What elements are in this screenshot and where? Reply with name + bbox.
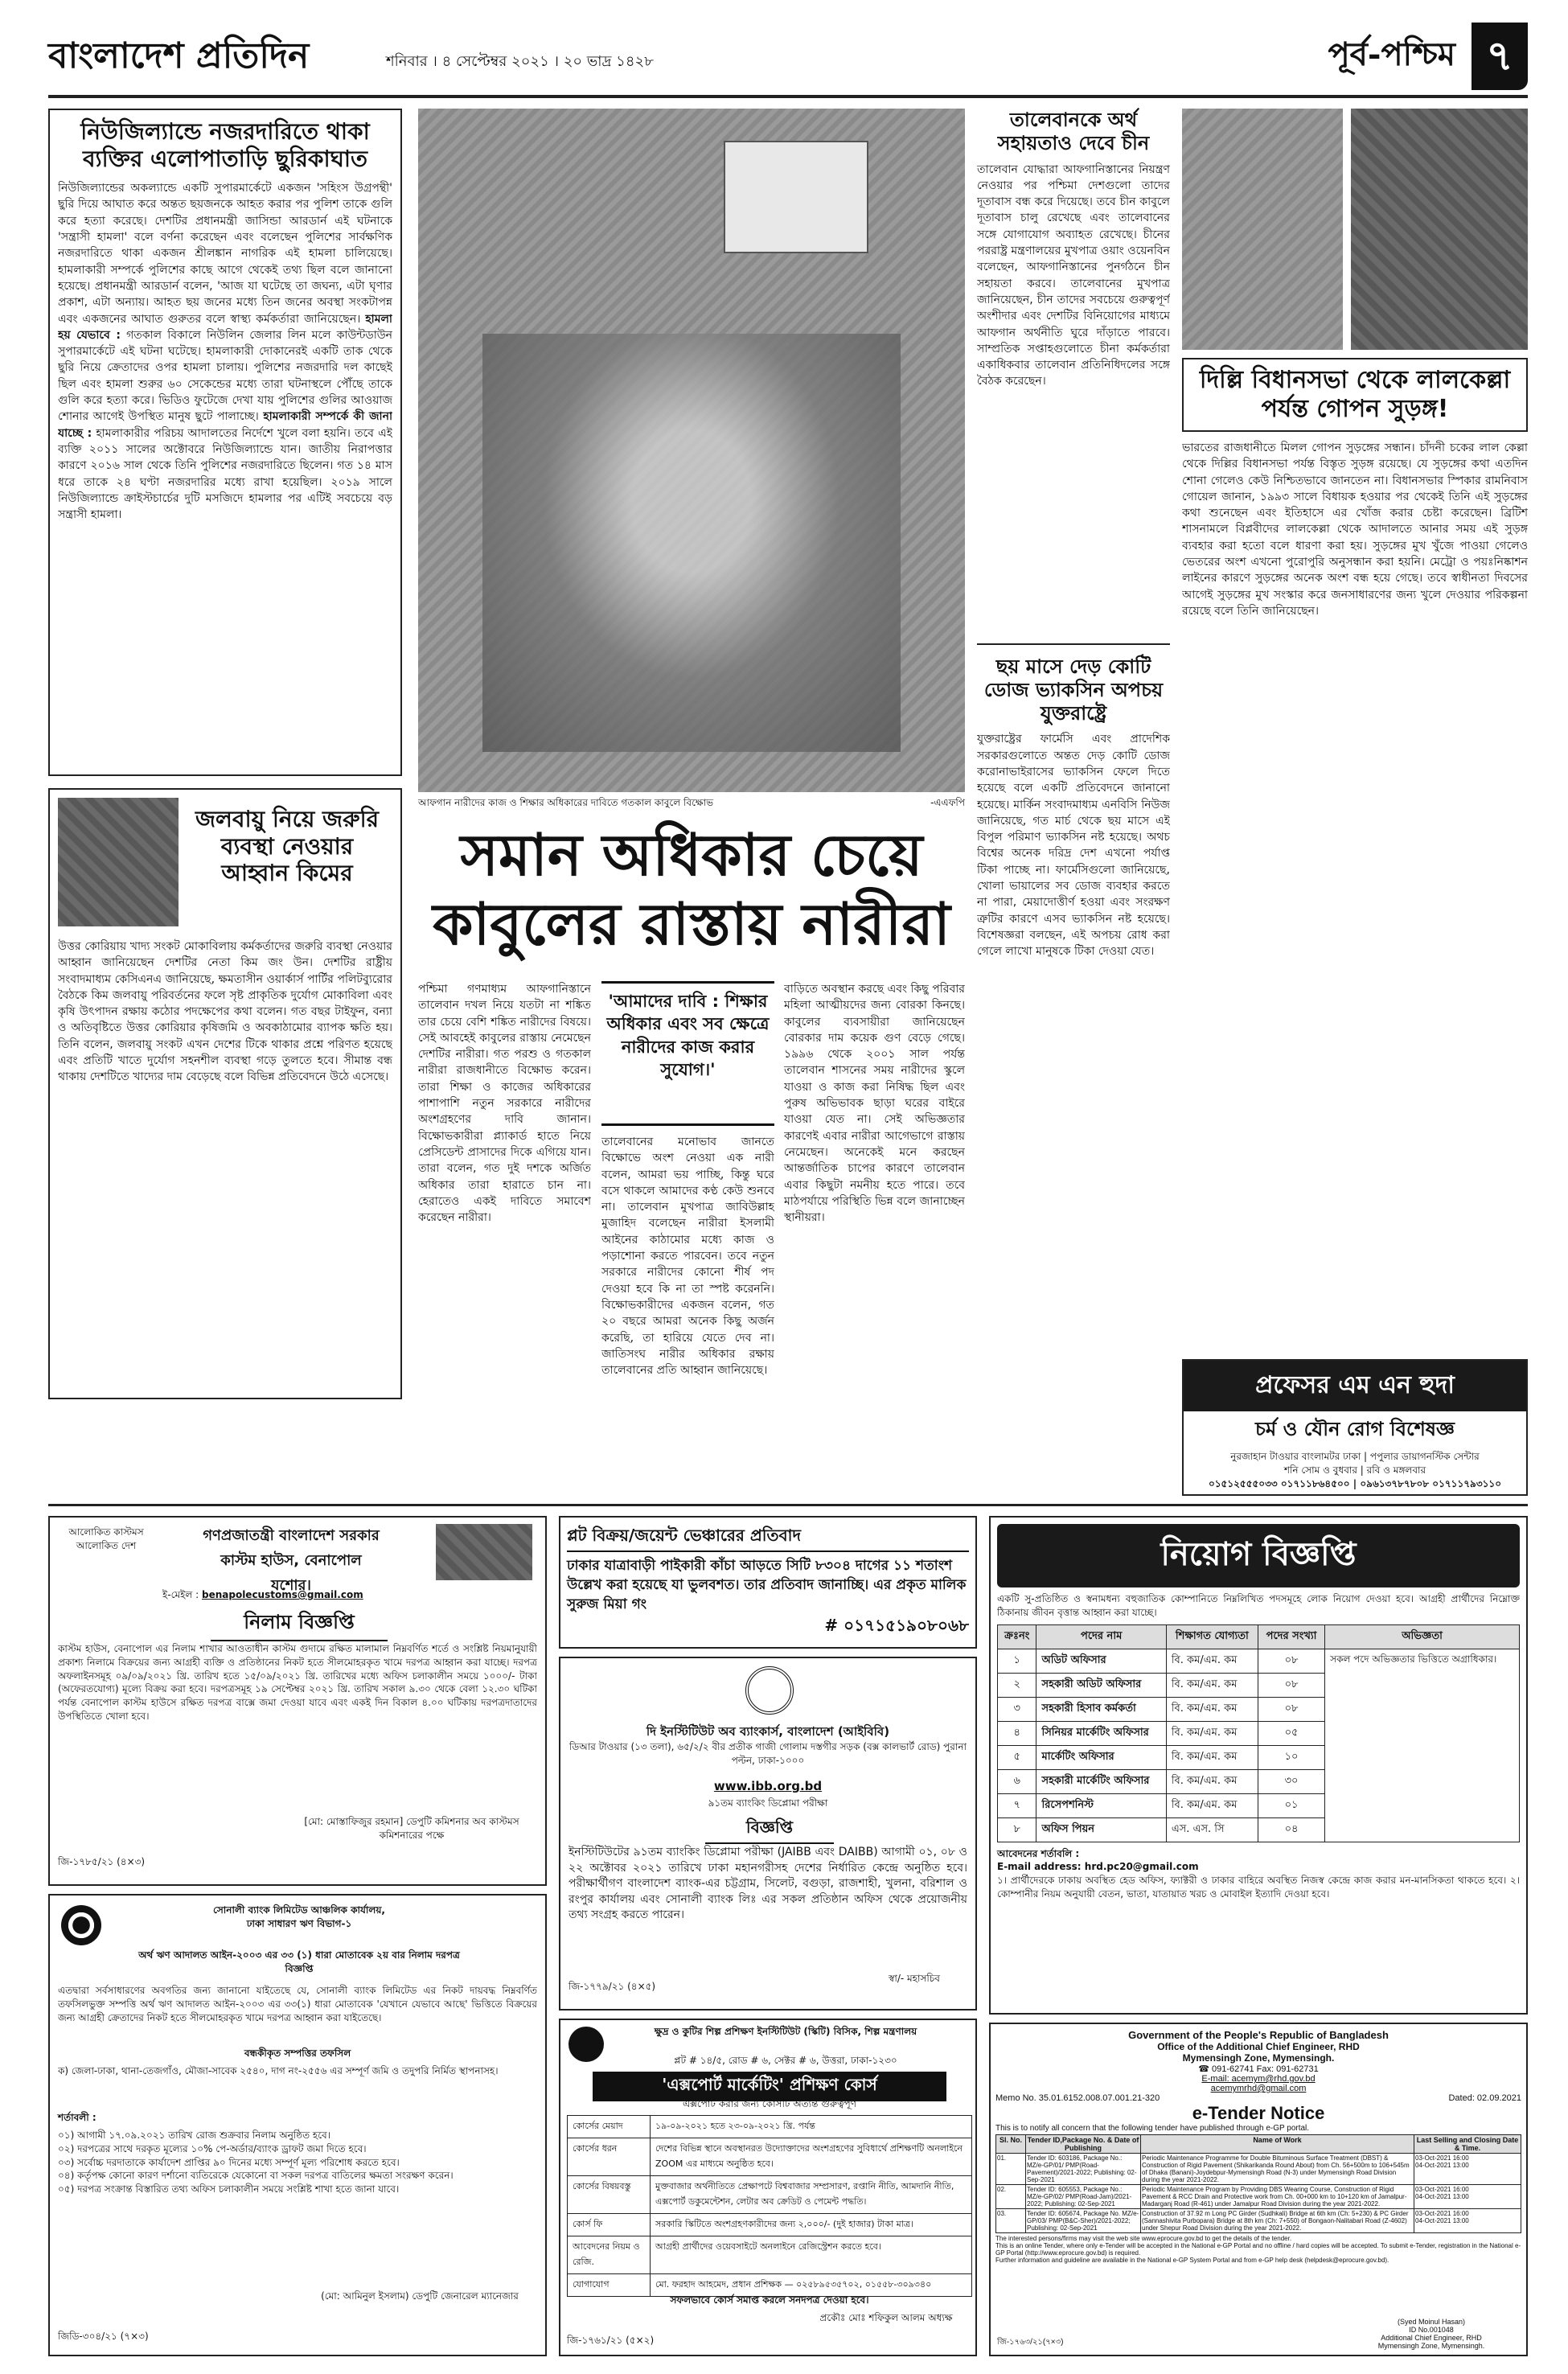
table-row [568,2116,972,2138]
scitech-subtitle: এক্সপোর্ট করার জন্য কোর্সটি অত্যন্ত গুরুত্বপূর্ণ [682,2098,857,2109]
tender-col-header: Last Selling and Closing Date & Time. [1414,2135,1521,2154]
sonali-term: ০৪) কর্তৃপক্ষ কোনো কারণ দর্শানো ব্যতিরেকে যেকোনো বা সকল দরপত্র বাতিলের ক্ষমতা সংরক্ষণ করেন। [58,2170,454,2182]
customs-gov-line3: যশোর। [271,1577,311,1594]
kabul-headline-line2: কাবুলের রাস্তায় নারীরা [433,889,950,959]
scitech-footer: সফলভাবে কোর্স সমাপ্ত করলে সনদপত্র দেওয়া হবে। [670,2294,869,2306]
scitech-value: সরকারি স্কিটিতে অংশগ্রহণকারীদের জন্য ২,০০০/- (দুই হাজার) টাকা মাত্র। [651,2214,972,2236]
logo: বাংলাদেশ প্রতিদিন [48,35,310,76]
ibb-address: ডিআর টাওয়ার (১৩ তলা), ৬৫/২/২ বীর প্রতীক গাজী গোলাম দস্তগীর সড়ক (বক্স কালভার্ট রোড) পুরানা পল্টন, ঢাকা-১০০০ [569,1741,967,1766]
table-row [996,2209,1521,2233]
scitech-value: মো. ফরহাদ আহমেদ, প্রধান প্রশিক্ষক — ০২৫৮৯৫৩৫৭০২, ০১৫৫৮-৩০৯৩৪০ [651,2274,972,2297]
story-kim-body: উত্তর কোরিয়ায় খাদ্য সংকট মোকাবিলায় কর্মকর্তাদের জরুরি ব্যবস্থা নেওয়ার আহ্বান জানিয়েছেন দেশটির নেতা কিম জং উন। দেশটির রাষ্ট্রীয় সংবাদমাধ্যম কেসিএনএ জানিয়েছে, ক্ষমতাসীন ওয়ার্কার্স পার্টির পলিটব্যুরোর বৈঠকে কিম জলবায়ু পরিবর্তনের ফলে সৃষ্ট প্রাকৃতিক দুর্যোগ মোকাবিলা এবং কৃষি উৎপাদন রক্ষায় কঠোর পদক্ষেপের কথা বলেন। গত বছর টাইফুন, বন্যা ও অতিবৃষ্টিতে উত্তর কোরিয়ার কৃষিজমি ও অবকাঠামোর ব্যাপক ক্ষতি হয়। তিনি বলেন, জলবায়ু সংকট এখন দেশের টিকে থাকার প্রশ্নে পরিণত হয়েছে এবং প্রতিটি খাতে দুর্যোগ সহনশীল ব্যবস্থা গড়ে তুলতে হবে। সীমান্ত বন্ধ থাকায় দেশটিতে খাদ্যের দাম বেড়েছে বলে বিভিন্ন প্রতিবেদনে উঠে এসেছে। [58,940,392,1084]
recruit-title: নিয়োগ বিজ্ঞপ্তি [997,1524,1520,1587]
recruit-cell: বি. কম/এম. কম [1166,1745,1258,1769]
story-kim [48,788,402,1399]
tender-date: 04-Oct-2021 13:00 [1415,2162,1469,2169]
recruit-cell: বি. কম/এম. কম [1166,1673,1258,1697]
story-kabul-headline [418,820,965,973]
tender-cell [1414,2185,1521,2209]
pull-quote-text: 'আমাদের দাবি : শিক্ষার অধিকার এবং সব ক্ষেত্রে নারীদের কাজ করার সুযোগ।' [606,992,770,1080]
story-nz-sub2-body: হামলাকারীর পরিচয় আদালতের নির্দেশে খুলে বলা হয়নি। তবে এই ব্যক্তি ২০১১ সালের অক্টোবরে নিউজিল্যান্ডে যান। জাতীয় নিরাপত্তার কারণে ২০১৬ সাল থেকে তিনি পুলিশের নজরদারিতে ছিলেন। গত ১৪ মাস ধরে তাকে ২৪ ঘণ্টা নজরদারির মধ্যে রাখা হয়েছিল। ২০১৯ সালে নিউজিল্যান্ডে ক্রাইস্টচার্চের দুটি মসজিদে হামলার পর এটিই সবচেয়ে বড় সন্ত্রাসী হামলা। [58,426,392,522]
photo-caption-text: আফগান নারীদের কাজ ও শিক্ষার অধিকারের দাবিতে গতকাল কাবুলে বিক্ষোভ [418,797,714,808]
sonali-term: ০৩) সর্বোচ্চ দরদাতাকে কার্যাদেশ প্রাপ্তির ৯০ দিনের মধ্যে সম্পূর্ণ মূল্য পরিশোধ করতে হবে। [58,2156,400,2168]
recruit-cell: ৩০ [1258,1769,1324,1793]
scitech-key: আবেদনের নিয়ম ও রেজি. [568,2236,651,2274]
sonali-ref: জিডি-৩০৪/২১ (৭×৩) [58,2331,149,2342]
recruit-cell: সিনিয়র মার্কেটিং অফিসার [1036,1721,1166,1745]
ad-etender [989,2023,1528,2356]
recruit-cell: বি. কম/এম. কম [1166,1793,1258,1817]
scitech-address: প্লট # ১৪/৫, রোড # ৬, সেক্টর # ৬, উত্তরা, ঢাকা-১২৩০ [674,2055,897,2066]
recruit-cell: ০৮ [1258,1673,1324,1697]
recruit-col-header: পদের সংখ্যা [1258,1624,1324,1649]
customs-email-line [162,1588,484,1602]
recruit-cell: বি. কম/এম. কম [1166,1721,1258,1745]
recruit-cell: সহকারী হিসাব কর্মকর্তা [1036,1697,1166,1721]
sonali-term: ০১) আগামী ১৭.০৯.২০২১ তারিখ রোজ শুক্রবার নিলাম অনুষ্ঠিত হবে। [58,2130,331,2141]
tender-email2[interactable]: acemymrhd@gmail.com [1210,2084,1307,2093]
recruit-email[interactable]: E-mail address: hrd.pc20@gmail.com [997,1861,1199,1873]
recruit-cell: ০১ [1258,1793,1324,1817]
story-vaccine [977,655,1170,1399]
sonali-term: ০৫) দরপত্র সংক্রান্ত বিস্তারিত তথ্য অফিস চলাকালীন সময়ে সংশ্লিষ্ট শাখা হতে জানা যাবে। [58,2183,400,2195]
recruit-cell: রিসেপশনিস্ট [1036,1793,1166,1817]
sonali-schedule-title: বন্ধকীকৃত সম্পত্তির তফসিল [244,2047,351,2059]
scitech-value: ১৯-০৯-২০২১ হতে ২৩-০৯-২০২১ খ্রি. পর্যন্ত [651,2116,972,2138]
kabul-protest-photo [418,109,965,792]
photo-credit: -এএফপি [930,797,965,808]
scitech-value: মুক্তবাজার অর্থনীতিতে প্রেক্ষাপটে বিশ্ববাজার সম্প্রসারণ, রপ্তানি নীতি, আমদানি নীতি, এক্সপোর্ট ডকুমেন্টেশন, লেটার অব ক্রেডিট ও পেমেন্ট পদ্ধতি। [651,2176,972,2214]
table-row [998,1649,1520,1673]
story-vaccine-headline: ছয় মাসে দেড় কোটি ডোজ ভ্যাকসিন অপচয় যুক্তরাষ্ট্রে [983,655,1164,725]
tender-date: 03-Oct-2021 16:00 [1415,2154,1469,2162]
date-line: শনিবার । ৪ সেপ্টেম্বর ২০২১ । ২০ ভাদ্র ১৪২৮ [386,53,654,70]
tender-date: 04-Oct-2021 13:00 [1415,2193,1469,2200]
ibb-sign: স্বা/- মহাসচিব [889,1973,940,1984]
recruit-cell: বি. কম/এম. কম [1166,1697,1258,1721]
story-nz-body [58,180,392,735]
protest-title: প্লট বিক্রয়/জয়েন্ট ভেঞ্চারের প্রতিবাদ [567,1524,969,1552]
story-nz-sub2: হামলাকারী সম্পর্কে কী জানা যাচ্ছে : [58,410,392,440]
customs-gov-line1: গণপ্রজাতন্ত্রী বাংলাদেশ সরকার [203,1527,380,1544]
ibb-web[interactable]: www.ibb.org.bd [713,1779,823,1793]
tender-cell: Construction of 37.92 m Long PC Girder (Sudhkali) Bridge at 6th km (Ch: 5+230) & PC Girder (Sannashivita Purbopara) Bridge at 8th km (Ch: 7+550) of Bongaon-Nalitabari Road (Z-4602) under Shepur Road Division during the year 2021-2022. [1141,2209,1414,2233]
recruit-cell: ০৮ [1258,1697,1324,1721]
sonali-terms [58,2129,537,2273]
tender-memo: Memo No. 35.01.6152.008.07.001.21-320 [995,2093,1160,2103]
recruit-cell: ৬ [998,1769,1036,1793]
tender-cell: Periodic Maintenance Program by Providing DBS Wearing Course, Construction of Rigid Pavement & RCC Drain and Protective work from Ch. 00+000 km to 10+120 km of Jamalpur-Madarganj Road (R-461) under Jamalpur Road Division during the year 2021-2022. [1141,2185,1414,2209]
divider-china-vaccine [977,643,1170,645]
sonali-title: অর্থ ঋণ আদালত আইন-২০০৩ এর ৩৩ (১) ধারা মোতাবেক ২য় বার নিলাম দরপত্র বিজ্ঞপ্তি [138,1949,460,1974]
tender-cell: Tender ID: 603186, Package No.: MZ/e-GP/01/ PMP(Road-Pavement)/2021-2022; Publishing: 02-Sep-2021 [1026,2154,1141,2185]
tender-date: 03-Oct-2021 16:00 [1415,2210,1469,2217]
recruit-cell: ০৪ [1258,1817,1324,1842]
story-kabul-col3: বাড়িতে অবস্থান করছে এবং কিছু পরিবার মহিলা আত্মীয়দের জন্য বোরকা কিনছে। কাবুলের ব্যবসায়ীরা জানিয়েছেন বোরকার দাম কয়েক গুণ বেড়ে গেছে। ১৯৯৬ থেকে ২০০১ সাল পর্যন্ত তালেবান শাসনের সময় নারীদের স্কুলে যাওয়া ও কাজ করা নিষিদ্ধ ছিল এবং পুরুষ অভিভাবক ছাড়া ঘরের বাইরে যাওয়া যেত না। সেই অভিজ্ঞতার কারণেই এবার নারীরা আগেভাগে রাস্তায় নেমেছেন। অনেকেই মনে করছেন আন্তর্জাতিক চাপের কারণে তালেবান এবার কিছুটা নমনীয় হতে পারে। তবে মাঠপর্যায়ে পরিস্থিতি ভিন্ন বলে জানাচ্ছেন স্থানীয়রা। [784,983,965,1225]
scitech-logo-icon [569,2027,604,2062]
table-row [568,2138,972,2176]
table-row [568,2236,972,2274]
tender-date: 04-Oct-2021 13:00 [1415,2217,1469,2224]
sonali-logo-icon [61,1905,101,1945]
protest-body: ঢাকার যাত্রাবাড়ী পাইকারী কাঁচা আড়তে সিটি ৮৩০৪ দাগের ১১ শতাংশ উল্লেখ করা হয়েছে যা ভুলবশত। তার প্রতিবাদ জানাচ্ছি। এর প্রকৃত মালিক সুরুজ মিয়া গং [567,1558,967,1612]
scitech-key: কোর্সের বিষয়বস্তু [568,2176,651,2214]
tender-cell: 02. [996,2185,1026,2209]
story-kabul-col1: পশ্চিমা গণমাধ্যম আফগানিস্তানে তালেবান দখল নিয়ে যতটা না শঙ্কিত তার চেয়ে বেশি শঙ্কিত নারীদের বিষয়ে। সেই আবহেই কাবুলের রাস্তায় নেমেছেন দেশটির নারীরা। গত পরশু ও গতকাল নারীরা রাজধানীতে বিক্ষোভ করেন। তারা শিক্ষা ও কাজের অধিকারের পাশাপাশি নতুন সরকারে নারীদের অংশগ্রহণের দাবি জানান। বিক্ষোভকারীরা প্ল্যাকার্ড হাতে নিয়ে প্রেসিডেন্ট প্রাসাদের দিকে এগিয়ে যান। তারা বলেন, গত দুই দশকে অর্জিত অধিকার তারা হারাতে চান না। হেরাতেও একই দাবিতে সমাবেশ করেছেন নারীরা। [418,983,591,1225]
recruit-cell: ৫ [998,1745,1036,1769]
table-row [998,1624,1520,1649]
story-delhi-headline: দিল্লি বিধানসভা থেকে লালকেল্লা পর্যন্ত গোপন সুড়ঙ্গ! [1182,358,1528,432]
tender-signer [1343,2318,1520,2350]
ad-recruitment [989,1516,1528,2015]
placard [724,141,868,253]
table-row [996,2135,1521,2154]
recruit-cell: বি. কম/এম. কম [1166,1649,1258,1673]
recruit-cell: সহকারী মার্কেটিং অফিসার [1036,1769,1166,1793]
ad-scitech [559,2019,977,2356]
photo-figure-group [482,334,901,752]
story-china-body: তালেবান যোদ্ধারা আফগানিস্তানের নিয়ন্ত্রণ নেওয়ার পর পশ্চিমা দেশগুলো তাদের দূতাবাস বন্ধ করে দিয়েছে। তবে চীন কাবুলে দূতাবাস চালু রেখেছে এবং তালেবানের সঙ্গে যোগাযোগ অব্যাহত রেখেছে। চীনের পররাষ্ট্র মন্ত্রণালয়ের মুখপাত্র ওয়াং ওয়েনবিন বলেছেন, আফগানিস্তানের পুনর্গঠনে চীন সহায়তা করবে। তালেবানের মুখপাত্র জানিয়েছেন, চীন তাদের সবচেয়ে গুরুত্বপূর্ণ অংশীদার এবং দেশটির বিনিয়োগের মাধ্যমে আফগান অর্থনীতি ঘুরে দাঁড়াতে পারবে। সাম্প্রতিক সপ্তাহগুলোতে চীনা কর্মকর্তারা একাধিকবার তালেবান প্রতিনিধিদলের সঙ্গে বৈঠক করেছেন। [977,162,1170,388]
story-kim-headline: জলবায়ু নিয়ে জরুরি ব্যবস্থা নেওয়ার আহ্বান কিমের [195,806,380,887]
story-china-headline: তালেবানকে অর্থ সহায়তাও দেবে চীন [997,109,1150,154]
tender-note1: The interested persons/firms may visit the web site www.eprocure.gov.bd to get the details of the tender. [995,2235,1292,2242]
tunnel-photo-left [1182,109,1343,350]
recruit-cell: ১০ [1258,1745,1324,1769]
tender-intro: This is to notify all concern that the following tender have published through e-GP portal. [995,2124,1310,2133]
tender-note3: Further information and guideline are available in the National e-GP System Portal and from e-GP help desk (helpdesk@eprocure.gov.bd). [995,2257,1389,2264]
tender-col-header: Tender ID,Package No. & Date of Publishing [1026,2135,1141,2154]
scitech-title: 'এক্সপোর্ট মার্কেটিং' প্রশিক্ষণ কোর্স [593,2072,946,2101]
protest-phone: # ০১৭১৫১৯০৮০৬৮ [824,1616,969,1636]
ad-doctor [1182,1359,1528,1496]
story-nz-sub1: হামলা হয় যেভাবে : [58,312,392,342]
recruit-cell: বি. কম/এম. কম [1166,1769,1258,1793]
recruit-col-header: অভিজ্ঞতা [1325,1624,1520,1649]
ibb-exam: ৯১তম ব্যাংকিং ডিপ্লোমা পরীক্ষা [708,1797,828,1809]
scitech-key: যোগাযোগ [568,2274,651,2297]
kim-photo [58,798,179,926]
tender-cell [1414,2209,1521,2233]
customs-title: নিলাম বিজ্ঞপ্তি [211,1608,388,1641]
ad-doctor-phone: ০১৫১২৫৫৫০৩৩ ০১৭১১৮৬৪৫০০ | ০৯৬১৩৭৮৭৮০৮ ০১৭১১৭৯৩১১০ [1208,1477,1502,1489]
ad-protest [559,1516,977,1649]
scitech-table [567,2115,972,2297]
recruit-cell: মার্কেটিং অফিসার [1036,1745,1166,1769]
story-kabul-col2: তালেবানের মনোভাব জানতে বিক্ষোভে অংশ নেওয়া এক নারী বলেন, আমরা ভয় পাচ্ছি, কিন্তু ঘরে বসে থাকলে আমাদের কণ্ঠ কেউ শুনবে না। তালেবান মুখপাত্র জাবিউল্লাহ মুজাহিদ বলেছেন নারীরা ইসলামী আইনের কাঠামোর মধ্যে কাজ ও পড়াশোনা করতে পারবেন। তবে নতুন সরকারে নারীদের কোনো শীর্ষ পদ দেওয়া হবে কি না তা স্পষ্ট করেননি। বিক্ষোভকারীদের একজন বলেন, গত ২০ বছরে আমরা অনেক কিছু অর্জন করেছি, তা হারিয়ে যেতে দেব না। জাতিসংঘ নারীর অধিকার রক্ষায় তালেবানের প্রতি আহ্বান জানিয়েছে। [601,1136,774,1378]
tender-signer-title: Additional Chief Engineer, RHD [1381,2334,1482,2342]
table-row [568,2214,972,2236]
pull-quote [601,981,774,1126]
story-nz [48,109,402,776]
recruit-cell: অডিট অফিসার [1036,1649,1166,1673]
scitech-signature: প্রকৌঃ মোঃ শফিকুল আলম অধ্যক্ষ [819,2312,953,2323]
tender-signer-id: ID No.001048 [1409,2326,1454,2334]
tender-col-header: Name of Work [1141,2135,1414,2154]
tender-col-header: Sl. No. [996,2135,1026,2154]
tender-memo-line [995,2093,1521,2103]
ad-customs [48,1516,547,1886]
scitech-value: আগ্রহী প্রার্থীদের ওয়েবসাইটে অনলাইনে রেজিস্ট্রেশন করতে হবে। [651,2236,972,2274]
customs-email-label: ই-মেইল : [162,1589,199,1600]
tender-cell [1414,2154,1521,2185]
recruit-intro: একটি সু-প্রতিষ্ঠিত ও স্বনামধন্য বহুজাতিক কোম্পানিতে নিম্নলিখিত পদসমূহে লোক নিয়োগ দেওয়া হবে। আগ্রহী প্রার্থীদের নিম্নোক্ত ঠিকানায় জীবন বৃত্তান্ত আহ্বান করা যাচ্ছে। [997,1593,1520,1618]
recruit-cell: ১ [998,1649,1036,1673]
tender-date: 03-Oct-2021 16:00 [1415,2186,1469,2193]
recruit-cell: ৪ [998,1721,1036,1745]
masthead-rule [48,95,1528,98]
ad-doctor-title: প্রফেসর এম এন হুদা [1184,1361,1526,1411]
story-nz-sub1-body: গতকাল বিকালে নিউলিন জেলার লিন মলে কাউন্টডাউন সুপারমার্কেটে এই ঘটনা ঘটেছে। হামলাকারী দোকানেরই একটি তাক থেকে ছুরি নিয়ে ক্রেতাদের ওপর হামলা চালায়। পুলিশের নজরদারি দল কাছেই ছিল এবং হামলা শুরুর ৬০ সেকেন্ডের মধ্যে তারা ঘটনাস্থলে পৌঁছে তাকে গুলি করে হত্যা করে। ভিডিও ফুটেজে দেখা যায় পুলিশের গুলির আওয়াজ শোনার আগেই উপস্থিত মানুষ ছুটে পালাচ্ছে। [58,328,392,424]
recruit-cell: অফিস পিয়ন [1036,1817,1166,1842]
recruit-apply-line: আবেদনের শর্তাবলি : [997,1847,1080,1859]
tender-title: e-Tender Notice [1192,2103,1325,2123]
scitech-value: দেশের বিভিন্ন স্থানে অবস্থানরত উদ্যোক্তাদের অংশগ্রহণের সুবিধার্থে প্রশিক্ষণটি অনলাইনে ZOOM এর মাধ্যমে অনুষ্ঠিত হবে। [651,2138,972,2176]
scitech-ref: জি-১৭৬১/২১ (৫×২) [567,2335,655,2346]
scitech-key: কোর্সের ধরন [568,2138,651,2176]
scitech-org: ক্ষুদ্র ও কুটির শিল্প প্রশিক্ষণ ইনস্টিটিউট (স্কিটি) বিসিক, শিল্প মন্ত্রণালয় [654,2026,917,2037]
recruit-col-header: পদের নাম [1036,1624,1166,1649]
customs-body: কাস্টম হাউস, বেনাপোল এর নিলাম শাখার আওতাধীন কাস্টম গুদামে রক্ষিত মালামাল নিম্নবর্ণিত শর্তে ও সংশ্লিষ্ট নিয়মানুযায়ী প্রকাশ্য নিলামে বিক্রয়ের জন্য আগ্রহী ব্যক্তি ও প্রতিষ্ঠানের নিকট হতে সীলমোহরকৃত খামে দরপত্র আহ্বান করা যাচ্ছে। দরপত্র অফলাইনসমূহ ০৯/০৯/২০২১ খ্রি. তারিখ হতে ১৫/০৯/২০২১ খ্রি. তারিখের মধ্যে অফিস চলাকালীন সময়ে ১০০০/- টাকা (অফেরতযোগ্য) মূল্যে বিক্রয় করা হবে। দরপত্রসমূহ ১৯ সেপ্টেম্বর ২০২১ খ্রি. তারিখ সকাল ৯.৩০ থেকে বেলা ১২.৩০ ঘটিকা পর্যন্ত বেনাপোল কাস্টম হাউসে রক্ষিত দরপত্র বাক্সে জমা দেওয়া যাবে এবং একই দিন বিকাল ৪.০০ ঘটিকায় দরপত্রদাতাদের উপস্থিতিতে খোলা হবে। [58,1643,537,1722]
tender-signer-name: (Syed Moinul Hasan) [1397,2318,1466,2326]
customs-ref: জি-১৭৮৫/২১ (৪×৩) [58,1856,146,1867]
scitech-key: কোর্সের মেয়াদ [568,2116,651,2138]
tender-cell: Tender ID: 605674, Package No. MZ/e-GP/03/ PMP(B&C-Sher)/2021-2022; Publishing: 02-Sep-2021 [1026,2209,1141,2233]
tender-phone: ☎ 091-62741 Fax: 091-62731 [1198,2064,1319,2074]
customs-gov-line2: কাস্টম হাউস, বেনাপোল [220,1552,362,1569]
recruit-cell: ৩ [998,1697,1036,1721]
table-row [996,2185,1521,2209]
ibb-logo-icon [745,1666,794,1715]
recruit-cell: সকল পদে অভিজ্ঞতার ভিত্তিতে অগ্রাধিকার। [1325,1649,1520,1842]
tender-ref: জি-১৭৬৩/২১(৭×৩) [997,2338,1064,2347]
recruit-cell: ২ [998,1673,1036,1697]
sonali-body: এতদ্বারা সর্বসাধারণের অবগতির জন্য জানানো যাইতেছে যে, সোনালী ব্যাংক লিমিটেড এর নিকট দায়বদ্ধ নিম্নবর্ণিত তফসিলভুক্ত সম্পত্তি অর্থ ঋণ আদালত আইন-২০০৩ এর ৩৩(১) ধারা মোতাবেক 'যেখানে যেভাবে আছে' ভিত্তিতে বিক্রয়ের জন্য আগ্রহী ক্রেতাদের নিকট হতে সীলমোহরকৃত খামে দরপত্র আহ্বান করা যাইতেছে। [58,1985,537,2023]
sonali-org: সোনালী ব্যাংক লিমিটেড আঞ্চলিক কার্যালয়, ঢাকা সাধারণ ঋণ বিভাগ-১ [213,1904,385,1929]
recruit-cell: ৭ [998,1793,1036,1817]
recruit-cell: ৮ [998,1817,1036,1842]
customs-portrait [436,1524,532,1580]
ad-doctor-subtitle: চর্ম ও যৌন রোগ বিশেষজ্ঞ [1254,1418,1455,1440]
recruit-cell: সহকারী অডিট অফিসার [1036,1673,1166,1697]
tender-cell: Periodic Maintenance Programme for Double Bituminous Surface Treatment (DBST) & Construction of Rigid Pavement (Shikarikanda Round About) from Ch. 56+500m to 106+545m of Dhaka (Banani)-Joydebpur-Mymensingh Road (N-3) under Mymensingh Road Division during the year 2021-2022. [1141,2154,1414,2185]
ibb-body: ইনস্টিটিউটের ৯১তম ব্যাংকিং ডিপ্লোমা পরীক্ষা (JAIBB এবং DAIBB) আগামী ০১, ০৮ ও ২২ অক্টোবর ২০২১ তারিখে ঢাকা মহানগরীসহ দেশের নির্ধারিত কেন্দ্রে অনুষ্ঠিত হবে। পরীক্ষার্থীগণ বাংলাদেশ ব্যাংক-এর চট্টগ্রাম, সিলেট, বগুড়া, রাজশাহী, খুলনা, বরিশাল ও রংপুর কার্যালয় এবং সোনালী ব্যাংক লিঃ এর সকল প্রতিষ্ঠান অফিস থেকে প্রয়োজনীয় তথ্য সংগ্রহ করতে পারেন। [569,1846,967,1922]
recruit-cell: ০৮ [1258,1649,1324,1673]
tender-office: Office of the Additional Chief Engineer, RHD [1157,2041,1360,2052]
photo-caption [418,796,965,815]
table-row [568,2176,972,2214]
story-nz-lead: নিউজিল্যান্ডের অকল্যান্ডে একটি সুপারমার্কেটে একজন 'সহিংস উগ্রপন্থী' ছুরি দিয়ে আঘাত করে অন্তত ছয়জনকে আহত করার পর পুলিশ তাকে গুলি করে হত্যা করেছে। দেশটির প্রধানমন্ত্রী জাসিন্ডা আরডার্ন এই ঘটনাকে 'সন্ত্রাসী হামলা' বলে বর্ণনা করেছেন এবং বলেছেন পুলিশের সার্বক্ষণিক নজরদারিতে থাকা একজন শ্রীলঙ্কান নাগরিক এই হামলা চালিয়েছে। হামলাকারী সম্পর্কে পুলিশের কাছে আগে থেকেই তথ্য ছিল বলে জানানো হয়েছে। প্রধানমন্ত্রী আরডার্ন বলেন, 'আজ যা ঘটেছে তা জঘন্য, এটা ঘৃণার প্রকাশ, এটা অন্যায়। আহত ছয় জনের মধ্যে তিন জনের অবস্থা সংকটাপন্ন এবং একজনের আঘাত গুরুতর বলে স্বাস্থ্য কর্মকর্তারা জানিয়েছেন। [58,182,392,326]
recruit-col-header: শিক্ষাগত যোগ্যতা [1166,1624,1258,1649]
story-nz-headline: নিউজিল্যান্ডে নজরদারিতে থাকা ব্যক্তির এলোপাতাড়ি ছুরিকাঘাত [80,118,370,172]
ibb-notice: বিজ্ঞপ্তি [705,1816,834,1844]
tender-email1[interactable]: E-mail: acemym@rhd.gov.bd [1201,2074,1316,2084]
customs-slogan: আলোকিত কাস্টমস আলোকিত দেশ [68,1526,144,1551]
recruit-table [997,1624,1520,1842]
tender-signer-zone: Mymensingh Zone, Mymensingh. [1377,2342,1485,2350]
story-vaccine-body: যুক্তরাষ্ট্রের ফার্মেসি এবং প্রাদেশিক সরকারগুলোতে অন্তত দেড় কোটি ডোজ করোনাভাইরাসের ভ্যাকসিন ফেলে দিতে হয়েছে বলে একটি প্রতিবেদনে জানানো হয়েছে। মার্কিন সংবাদমাধ্যম এনবিসি নিউজ জানিয়েছে, গত মার্চ থেকে ছয় মাসে এই বিপুল পরিমাণ ভ্যাকসিন নষ্ট হয়েছে। অথচ বিশ্বের অনেক দরিদ্র দেশ এখনো পর্যাপ্ত টিকা পাচ্ছে না। ফার্মেসিগুলো জানিয়েছে, খোলা ভায়ালের সব ডোজ ব্যবহার করতে না পারা, মেয়াদোত্তীর্ণ হওয়া এবং সংরক্ষণ ত্রুটির কারণে এসব ভ্যাকসিন নষ্ট হয়েছে। বিশেষজ্ঞরা বলছেন, এই অপচয় রোধ করা গেলে লাখো মানুষকে টিকা দেওয়া যেত। [977,733,1170,959]
scitech-key: কোর্স ফি [568,2214,651,2236]
page-number-badge: ৭ [1472,23,1528,90]
ads-divider [48,1504,1528,1506]
tender-cell: 01. [996,2154,1026,2185]
ad-doctor-line2: শনি সোম ও বুধবার | রবি ও মঙ্গলবার [1283,1464,1426,1476]
recruit-apply-body: ১। প্রার্থীদেরকে ঢাকায় অবস্থিত হেড অফিস, ফ্যাক্টরী ও ঢাকার বাহিরে অবস্থিত নিজস্ব কেন্দ্রে কাজ করার মন-মানসিকতা থাকতে হবে। ২। কোম্পানীর নিয়ম অনুযায়ী বেতন, ভাতা, যাতায়াত খরচ ও মোবাইল ইত্যাদি দেওয়া হবে। [997,1875,1520,1900]
recruit-cell: এস. এস. সি [1166,1817,1258,1842]
story-delhi [1182,358,1528,1359]
ad-doctor-line1: নুরজাহান টাওয়ার বাংলামটর ঢাকা | পপুলার ডায়াগনস্টিক সেন্টার [1230,1451,1480,1462]
ibb-ref: জি-১৭৭৯/২১ (৪×৫) [569,1981,656,1992]
ad-sonali [48,1894,547,2356]
tender-zone: Mymensingh Zone, Mymensingh. [1182,2052,1335,2064]
story-china [977,109,1170,635]
tender-gov: Government of the People's Republic of Bangladesh [1128,2029,1389,2041]
story-delhi-body: ভারতের রাজধানীতে মিলল গোপন সুড়ঙ্গের সন্ধান। চাঁদনী চকের লাল কেল্লা থেকে দিল্লির বিধানসভা পর্যন্ত বিস্তৃত সুড়ঙ্গ রয়েছে। যে সুড়ঙ্গের কথা এতদিন শোনা গেলেও কেউ নিশ্চিতভাবে জানতেন না। বিধানসভার স্পিকার রামনিবাস গোয়েল জানান, ১৯৯৩ সালে বিধায়ক হওয়ার পর থেকেই তিনি এই সুড়ঙ্গের কথা শুনেছেন এবং ইতিহাসে এর খোঁজ করার চেষ্টা করেছেন। ব্রিটিশ শাসনামলে বিপ্লবীদের লালকেল্লা থেকে আদালতে আনার সময় এই সুড়ঙ্গ ব্যবহার করা হতো বলে ধারণা করা হয়। সুড়ঙ্গের মুখ খুঁজে পাওয়া গেলেও ভেতরের অংশ এখনো পুরোপুরি অনুসন্ধান করা হয়নি। মেট্রো ও পয়ঃনিষ্কাশন লাইনের কারণে সুড়ঙ্গের অনেক অংশ বন্ধ হয়ে গেছে। তবে স্বাধীনতা দিবসের আগেই সুড়ঙ্গের মুখ সংস্কার করে জনসাধারণের জন্য খুলে দেওয়ার পরিকল্পনা রয়েছে বলে তিনি জানিয়েছেন। [1182,442,1528,618]
tender-cell: 03. [996,2209,1026,2233]
sonali-schedule: ক) জেলা-ঢাকা, থানা-তেজগাঁও, মৌজা-সাবেক ২৫৪০, দাগ নং-২৫৫৬ এর সম্পূর্ণ জমি ও তদুপরি নির্মিত স্থাপনাসহ। [58,2065,499,2076]
table-row [996,2154,1521,2185]
tender-table [995,2134,1521,2233]
tender-cell: Tender ID: 605553, Package No.: MZ/e-GP/02/ PMP(Road-Jam)/2021-2022; Publishing: 02-Sep-2021 [1026,2185,1141,2209]
ad-ibb [559,1657,977,2011]
tunnel-photo-right [1351,109,1528,350]
customs-email[interactable]: benapolecustoms@gmail.com [201,1589,363,1600]
recruit-cell: ০৫ [1258,1721,1324,1745]
tender-dated: Dated: 02.09.2021 [1448,2093,1521,2103]
section-name: পূর্ব-পশ্চিম [1328,35,1455,73]
sonali-terms-title: শর্তাবলী : [58,2112,96,2123]
recruit-col-header: ক্রঃনং [998,1624,1036,1649]
sonali-term: ০২) দরপত্রের সাথে দরকৃত মূল্যের ১০% পে-অর্ডার/ব্যাংক ড্রাফট জমা দিতে হবে। [58,2142,367,2154]
ibb-org: দি ইনস্টিটিউট অব ব্যাংকার্স, বাংলাদেশ (আইবিবি) [646,1724,890,1739]
kabul-headline-line1: সমান অধিকার চেয়ে [460,820,923,889]
masthead [48,18,1528,98]
tender-note2: This is an online Tender, where only e-Tender will be accepted in the National e-GP Portal and no offline / hard copies will be accepted. To submit e-Tender, registration in the National e-GP Portal (http://www.eprocure.gov.bd) is required. [995,2242,1521,2257]
customs-signature: [মো: মোস্তাফিজুর রহমান] ডেপুটি কমিশনার অব কাস্টমস কমিশনারের পক্ষে [304,1816,519,1841]
sonali-signature: (মো: আমিনুল ইসলাম) ডেপুটি জেনারেল ম্যানেজার [321,2290,519,2302]
